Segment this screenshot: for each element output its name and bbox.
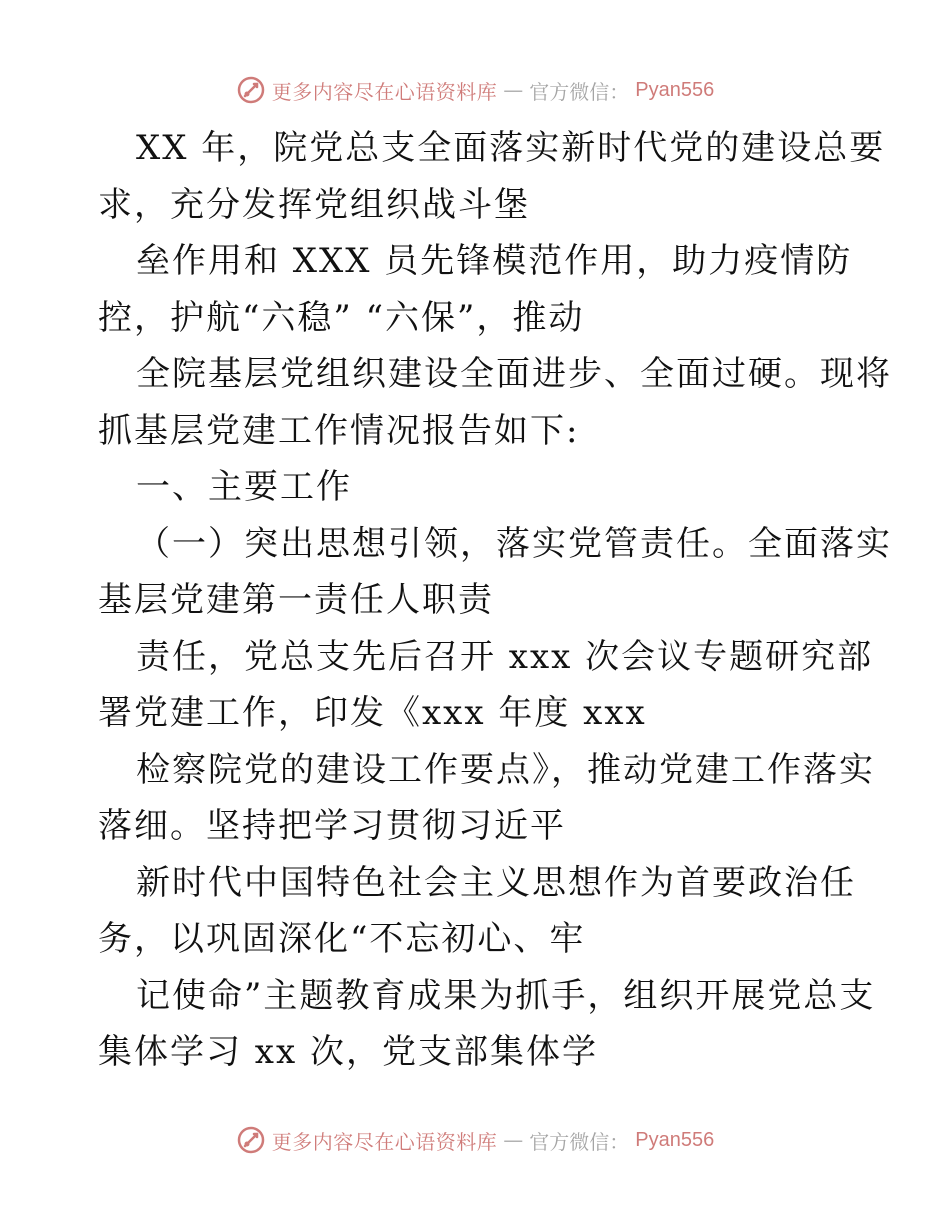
body-line: 控，护航“六稳” “六保”，推动 [98, 297, 585, 338]
watermark-wechat-label: 官方微信： [529, 79, 630, 104]
body-line: （一）突出思想引领，落实党管责任。全面落实 [136, 523, 892, 564]
body-line: 落细。坚持把学习贯彻习近平 [98, 806, 566, 846]
watermark-wechat-id: Pyan556 [635, 1128, 715, 1151]
quill-circle-icon [236, 1125, 266, 1155]
body-line: XX 年，院党总支全面落实新时代党的建设总要 [136, 128, 886, 168]
document-body [98, 120, 892, 1081]
body-line: 记使命”主题教育成果为抓手，组织开展党总支 [136, 975, 876, 1016]
watermark-title: 更多内容尽在心语资料库 [271, 79, 498, 104]
body-line: 垒作用和 XXX 员先锋模范作用，助力疫情防 [136, 241, 853, 281]
body-line: 一、主要工作 [136, 467, 352, 507]
body-line: 集体学习 xx 次，党支部集体学 [98, 1032, 598, 1072]
watermark-separator: — [503, 78, 524, 102]
body-line: 全院基层党组织建设全面进步、全面过硬。现将 [136, 354, 892, 394]
footer-watermark [0, 1120, 950, 1160]
quill-circle-icon [236, 75, 266, 105]
body-line: 抓基层党建工作情况报告如下: [98, 410, 580, 451]
body-line: 署党建工作，印发《xxx 年度 xxx [98, 693, 647, 733]
watermark-wechat-id: Pyan556 [635, 78, 715, 101]
watermark-wechat-label: 官方微信： [529, 1129, 630, 1154]
body-line: 务，以巩固深化“不忘初心、牢 [98, 919, 586, 959]
body-line: 责任，党总支先后召开 xxx 次会议专题研究部 [136, 636, 874, 677]
watermark-title: 更多内容尽在心语资料库 [271, 1129, 498, 1154]
body-line: 求，充分发挥党组织战斗堡 [98, 184, 530, 225]
body-line: 基层党建第一责任人职责 [98, 580, 494, 620]
header-watermark [0, 70, 950, 110]
body-line: 检察院党的建设工作要点》，推动党建工作落实 [136, 749, 875, 790]
watermark-separator: — [503, 1128, 524, 1152]
body-line: 新时代中国特色社会主义思想作为首要政治任 [136, 862, 856, 903]
